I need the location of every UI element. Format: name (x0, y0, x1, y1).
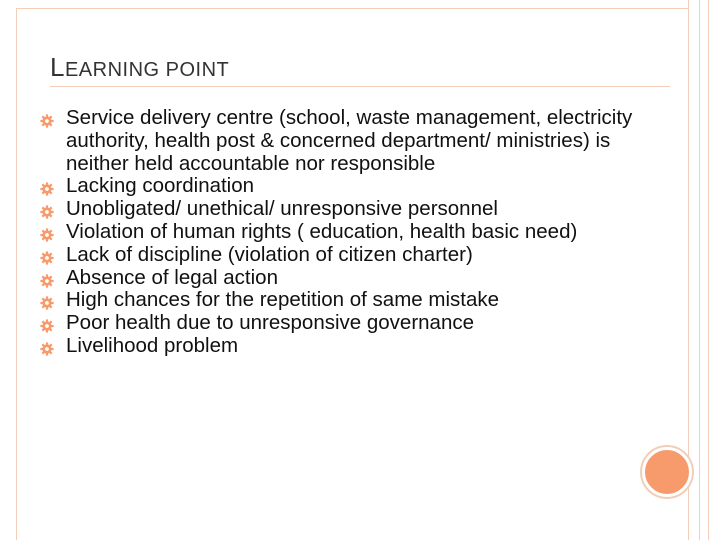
title-initial: L (50, 52, 65, 82)
point-text: Livelihood problem (66, 333, 239, 357)
title-rest: EARNING POINT (64, 59, 230, 81)
point-text: Poor health due to unresponsive governance (66, 311, 475, 335)
list-item (40, 335, 640, 358)
learning-points-list (40, 107, 640, 358)
list-item (40, 221, 640, 244)
frame-right-line-2 (699, 0, 700, 540)
list-item (40, 289, 640, 312)
point-text: Lacking coordination (66, 174, 255, 198)
point-text: Service delivery centre (school, waste management, electricity authority, health post & concerned department/ ministries) is neither held accountable nor responsible (66, 106, 633, 175)
gear-bullet-icon (40, 179, 54, 193)
decorative-circle (642, 447, 692, 497)
point-text: Lack of discipline (violation of citizen charter) (66, 242, 473, 266)
point-text: High chances for the repetition of same mistake (66, 288, 499, 312)
gear-bullet-icon (40, 111, 54, 125)
list-item (40, 312, 640, 335)
slide-title (50, 52, 229, 83)
gear-bullet-icon (40, 202, 54, 216)
title-divider (50, 86, 670, 87)
frame-right-line-3 (708, 0, 709, 540)
point-text: Violation of human rights ( education, health basic need) (66, 219, 578, 243)
frame-top-line (16, 8, 688, 9)
list-item (40, 175, 640, 198)
point-text: Unobligated/ unethical/ unresponsive personnel (66, 197, 498, 221)
point-text: Absence of legal action (66, 265, 278, 289)
list-item (40, 198, 640, 221)
gear-bullet-icon (40, 316, 54, 330)
list-item (40, 244, 640, 267)
list-item (40, 267, 640, 290)
frame-left-line (16, 8, 17, 540)
gear-bullet-icon (40, 248, 54, 262)
gear-bullet-icon (40, 225, 54, 239)
gear-bullet-icon (40, 293, 54, 307)
list-item (40, 107, 640, 175)
gear-bullet-icon (40, 271, 54, 285)
gear-bullet-icon (40, 339, 54, 353)
